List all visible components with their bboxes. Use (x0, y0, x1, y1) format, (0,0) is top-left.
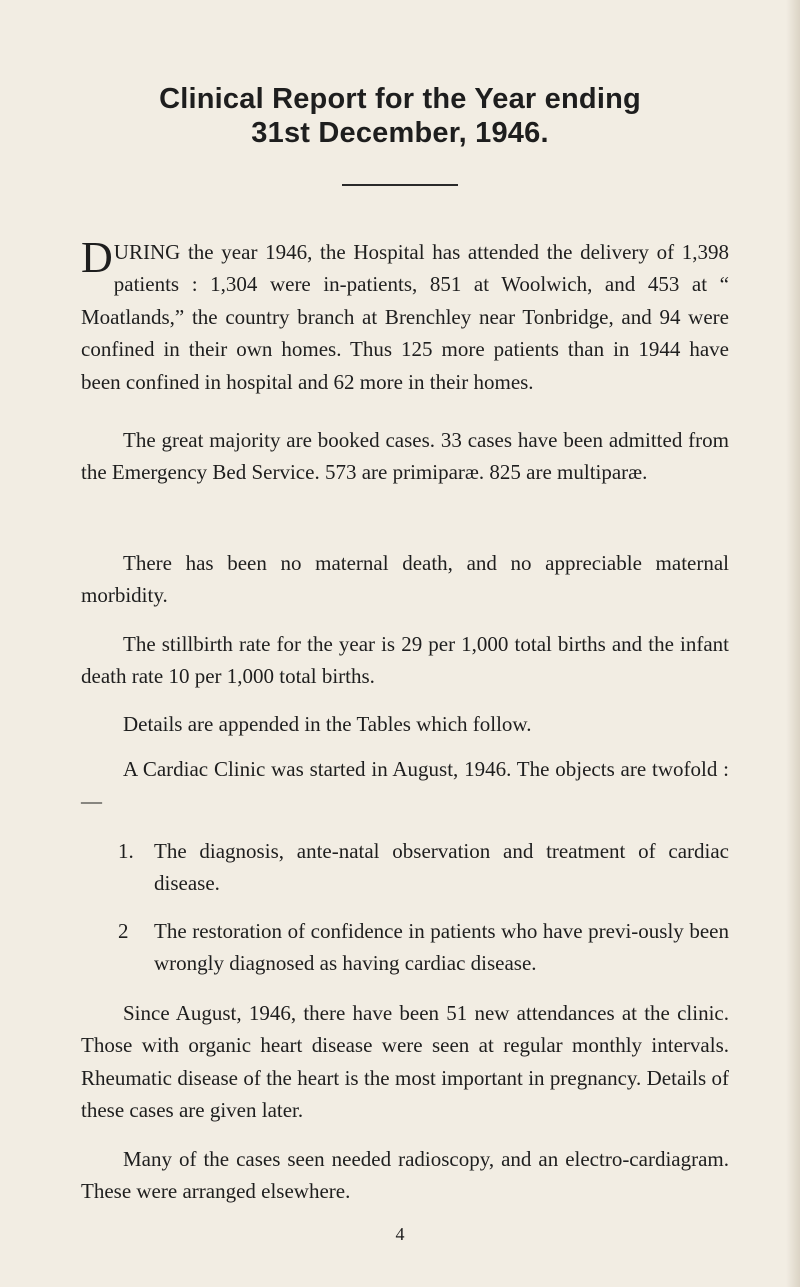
page-edge-shadow (786, 0, 800, 1287)
paragraph-delivery-summary-text: URING the year 1946, the Hospital has attended the delivery of 1,398 patients : 1,304 were in-patients, 851 at Woolwich, and 453 at “ Moatlands,” the country branch at Brenchley near Tonbridge, and 94 were confined in their own homes. Thus 125 more patients than in 1944 have been confined in hospital and 62 more in their homes. (81, 240, 729, 394)
paragraph-radioscopy: Many of the cases seen needed radioscopy, and an electro-cardiagram. These were arranged elsewhere. (81, 1147, 729, 1204)
paragraph-delivery-summary (81, 233, 729, 398)
paragraph-new-attendances: Since August, 1946, there have been 51 new attendances at the clinic. Those with organic heart disease were seen at regular monthly intervals. Rheumatic disease of the heart is the most important in pregnancy. Details of these cases are given later. (81, 1001, 729, 1123)
paragraph-maternal-death: There has been no maternal death, and no appreciable maternal morbidity. (81, 551, 729, 608)
paragraph-stillbirth-rate: The stillbirth rate for the year is 29 per 1,000 total births and the infant death rate 10 per 1,000 total births. (81, 632, 729, 689)
paragraph-cardiac-clinic: A Cardiac Clinic was started in August, 1946. The objects are twofold :— (81, 757, 729, 814)
drop-cap: D (81, 233, 113, 282)
list-item-number: 1. (118, 839, 134, 863)
list-item-text: The restoration of confidence in patients who have previ-ously been wrongly diagnosed as having cardiac disease. (154, 919, 729, 976)
list-item-number: 2 (118, 919, 129, 943)
paragraph-details-appended: Details are appended in the Tables which follow. (123, 712, 532, 736)
list-item (118, 835, 729, 900)
title-divider (342, 184, 458, 186)
list-item-text: The diagnosis, ante-natal observation and treatment of cardiac disease. (154, 839, 729, 896)
report-title-line-2: 31st December, 1946. (251, 117, 549, 149)
paragraph-booked-cases: The great majority are booked cases. 33 cases have been admitted from the Emergency Bed Service. 573 are primiparæ. 825 are multiparæ. (81, 428, 729, 485)
report-title-line-1: Clinical Report for the Year ending (159, 83, 641, 115)
page-number: 4 (395, 1224, 405, 1244)
list-item (118, 915, 729, 980)
